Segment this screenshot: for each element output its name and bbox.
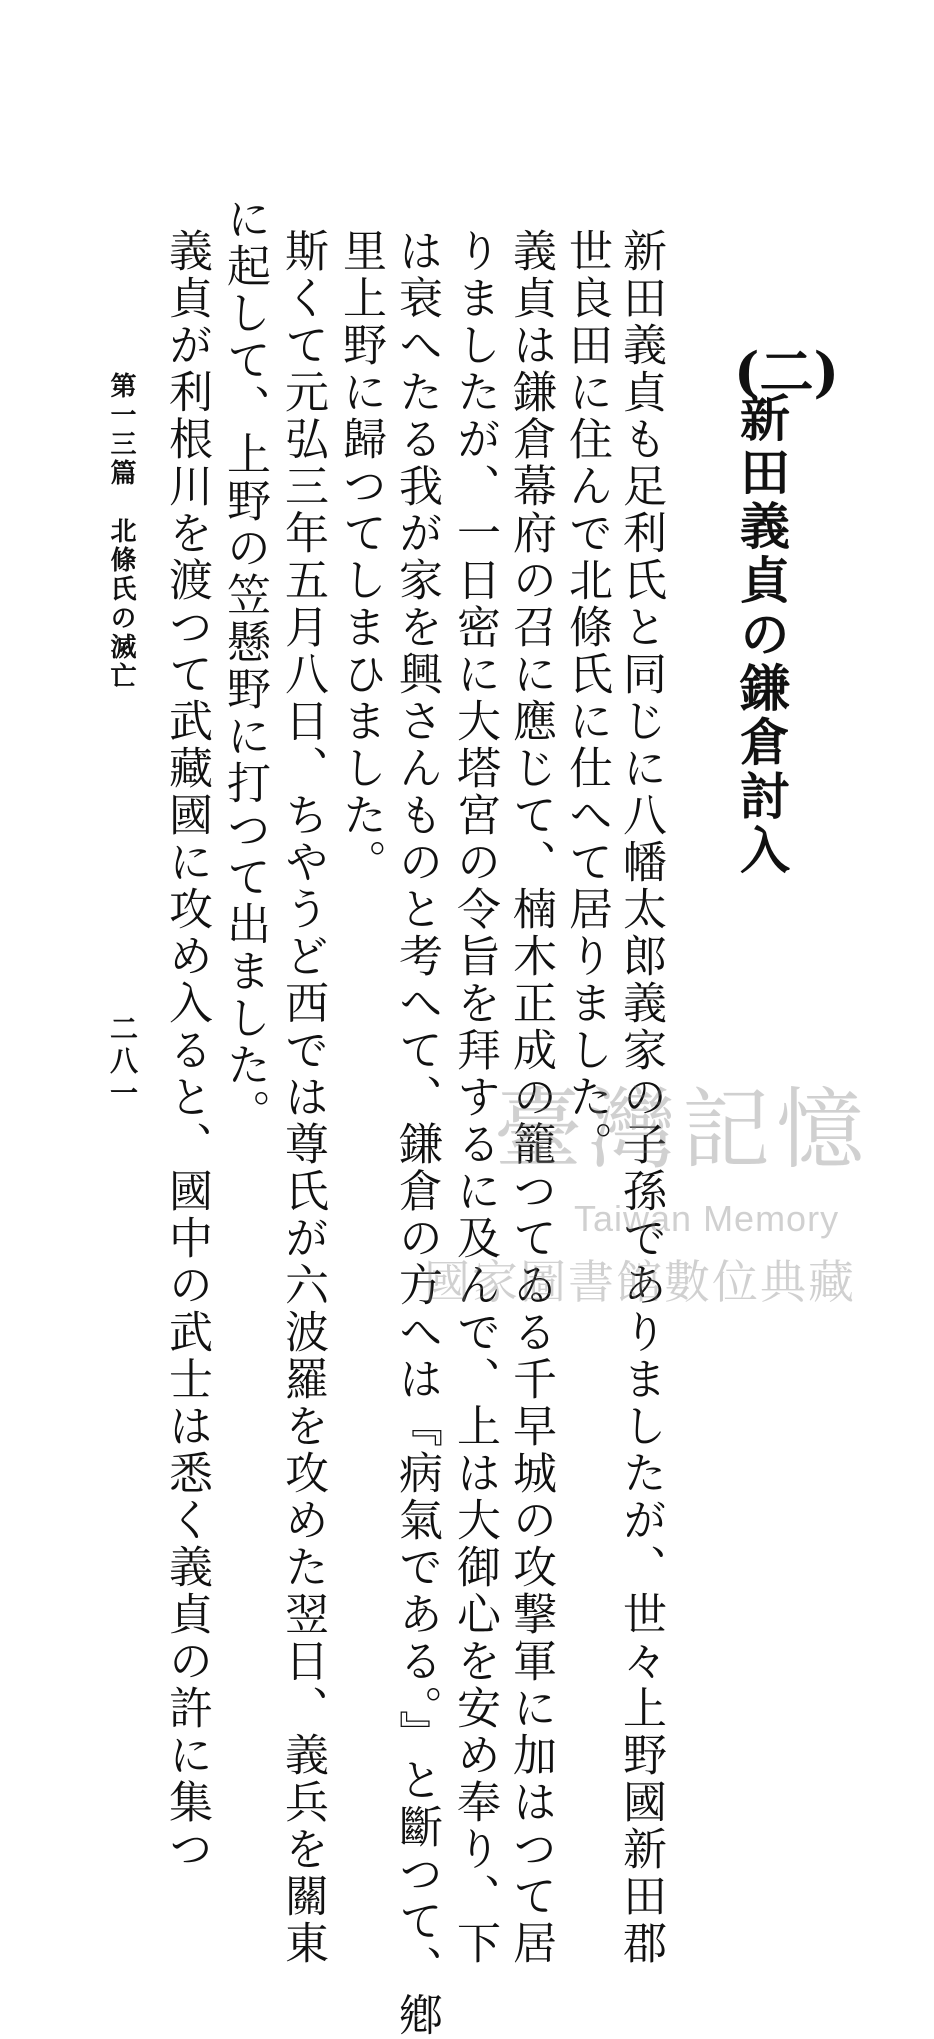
body-column-1: 新田義貞も足利氏と同じに八幡太郎義家の子孫でありましたが、世々上野國新田郡	[615, 228, 666, 1967]
section-heading: 新田義貞の鎌倉討入	[732, 392, 791, 878]
watermark-english: Taiwan Memory	[574, 1198, 840, 1239]
body-column-4: りましたが、一日密に大塔宮の令旨を拜するに及んで、上は大御心を安め奉り、下	[449, 228, 500, 1967]
watermark-main: 臺灣記憶	[494, 1078, 871, 1181]
body-column-2: 世良田に住んで北條氏に仕へて居りました。	[561, 228, 612, 1168]
body-column-7: 斯くて元弘三年五月八日、ちやうど西では尊氏が六波羅を攻めた翌日、義兵を關東	[277, 228, 328, 1967]
body-column-6: 里上野に歸つてしまひました。	[335, 228, 386, 886]
body-column-3: 義貞は鎌倉幕府の召に應じて、楠木正成の籠つてゐる千早城の攻撃軍に加はつて居	[505, 228, 556, 1967]
page-number: 二八一	[106, 1014, 139, 1110]
watermark-sub: 國家圖書館數位典藏	[424, 1255, 856, 1309]
body-column-8: に起して、上野の笠懸野に打つて出ました。	[219, 196, 270, 1136]
running-footer: 第一三篇 北條氏の滅亡	[106, 372, 136, 691]
section-number: (二)	[734, 340, 840, 404]
body-column-5: は衰へたる我が家を興さんものと考へて、鎌倉の方へは『病氣である。』と斷つて、鄕	[391, 228, 442, 2039]
body-column-9: 義貞が利根川を渡つて武藏國に攻め入ると、國中の武士は悉く義貞の許に集つ	[161, 228, 212, 1873]
